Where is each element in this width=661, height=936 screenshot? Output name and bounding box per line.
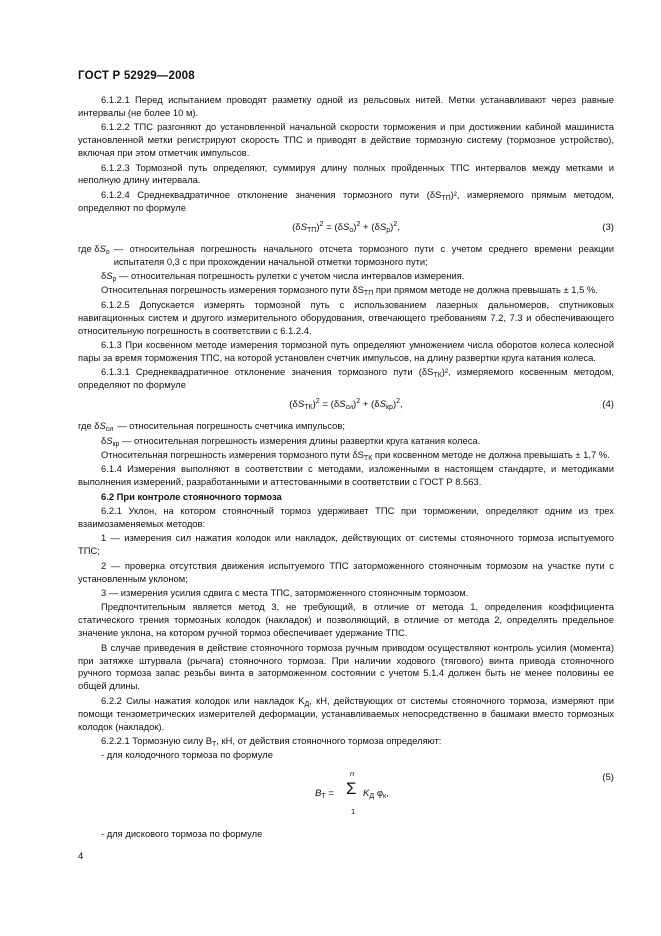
formula-5-lhs: $B_Т$ = (315, 788, 334, 801)
definition-delta-ssi: где $\delta S_{си}$ — относительная погрешность счетчика импульсов; (78, 420, 345, 434)
formula-5-number: (5) (602, 772, 614, 784)
paragraph-6-1-4: 6.1.4 Измерения выполняют в соответствии с методами, изложенными в настоящем стандарте, и методиками выполнения измерений, разработанными и аттестованными в соответствии с ГОСТ Р 8.563. (78, 463, 614, 488)
page-number: 4 (78, 851, 84, 862)
formula-4-number: (4) (602, 399, 614, 411)
definition-delta-sp: $\delta S_р$ — относительная погрешность рулетки с учетом числа интервалов измерения. (101, 269, 465, 283)
shoe-brake-label: - для колодочного тормоза по формуле (101, 749, 273, 761)
paragraph-6-1-3-1: 6.1.3.1 Среднеквадратичное отклонение значения тормозного пути $(\delta S_{ТК})^2$, измеряемого косвенным методом, определяют по формуле (78, 366, 614, 391)
formula-5-lower-limit: 1 (351, 807, 356, 817)
paragraph-6-2-2-1: 6.2.2.1 Тормозную силу $B_Т$, кН, от действия стояночного тормоза определяют: (101, 734, 442, 748)
formula-3-number: (3) (602, 221, 614, 233)
paragraph-6-1-2-5: 6.1.2.5 Допускается измерять тормозной путь с использованием лазерных дальномеров, спутниковых навигационных систем и другого измерительного оборудования, отвечающего требованиям 7.2, 7.3 и обеспечивающего относительную погрешность в соответствии с 6.1.2.4. (78, 298, 614, 336)
page-header: ГОСТ Р 52929—2008 (78, 70, 195, 82)
formula-4 (78, 395, 614, 417)
section-heading-6-2: 6.2 При контроле стояночного тормоза (101, 490, 282, 502)
page-content (78, 94, 614, 843)
paragraph-6-1-3: 6.1.3 При косвенном методе измерения тормозной путь определяют умножением числа оборотов колеса колесной пары за время торможения ТПС, на которой установлен счетчик импульсов, на длину развертки круга катания колеса. (78, 339, 614, 363)
formula-5 (78, 766, 614, 822)
paragraph-6-1-2-3: 6.1.2.3 Тормозной путь определяют, суммируя длину полных пройденных ТПС интервалов между метками и неполную длину интервала. (78, 161, 614, 186)
method-2: 2 — проверка отсутствия движения испытуемого ТПС заторможенного стояночным тормозом на участке пути с установленным уклоном; (78, 559, 614, 584)
formula-5-sigma: Σ (346, 779, 357, 799)
paragraph-6-1-2-1: 6.1.2.1 Перед испытанием проводят разметку одной из рельсовых нитей. Метки устанавливают через равные интервалы (не более 10 м). (78, 94, 614, 118)
method-3: 3 — измерения усилия сдвига с места ТПС, заторможенного стояночным тормозом. (101, 587, 469, 598)
paragraph-manual-drive: В случае приведения в действие стояночного тормоза ручным приводом осуществляют контроль усилия (момента) при затяжке штурвала (рычага) стояночного тормоза. При наличии ходового (тягового) винта привода стояночного ручного тормоза запас резьбы винта в заторможенном состоянии с учетом 5.1.4 должен быть не менее половины ее общей длины. (78, 641, 614, 692)
tolerance-direct: Относительная погрешность измерения тормозного пути $\delta S_{ТП}$ при прямом методе не должна превышать ± 1,5 %. (101, 284, 598, 298)
paragraph-6-2-2: 6.2.2 Силы нажатия колодок или накладок $K_Д$, кН, действующих от системы стояночного тормоза, измеряют при помощи тензометрических измерителей деформации, устанавливаемых непосредственно в башмаки вместо тормозных колодок (накладок). (78, 694, 614, 732)
paragraph-preferred-method: Предпочтительным является метод 3, не требующий, в отличие от метода 1, определения коэффициента статического трения тормозных колодок (накладок) и позволяющий, в отличие от метода 2, определять предельное значение уклона, на котором ручной тормоз обеспечивает удержание ТПС. (78, 601, 614, 639)
paragraph-6-2-1: 6.2.1 Уклон, на котором стояночный тормоз удерживает ТПС при торможении, определяют одним из трех взаимозаменяемых методов: (78, 505, 614, 529)
formula-5-upper-limit: n (350, 769, 355, 779)
disc-brake-label: - для дискового тормоза по формуле (101, 828, 263, 840)
definition-delta-skr: $\delta S_{кр}$ — относительная погрешность измерения длины развертки круга катания колеса. (101, 434, 481, 448)
method-1: 1 — измерения сил нажатия колодок или накладок, действующих от системы стояночного тормоза испытуемого ТПС; (78, 532, 614, 557)
formula-4-expression: $(\delta S_{ТК})^2 = (\delta S_{си})^2 + (\delta S_{кр})^2$, (289, 398, 403, 412)
paragraph-6-1-2-2: 6.1.2.2 ТПС разгоняют до установленной начальной скорости торможения и при достижении кабиной машиниста установленной метки регистрируют скорость ТПС и приводят в действие тормозную систему (тормозное устройство), включая при этом отметчик импульсов. (78, 121, 614, 159)
formula-3-expression: $(\delta S_{ТП})^2 = (\delta S_о)^2 + (\delta S_р)^2$, (292, 220, 400, 234)
formula-5-rhs: $K_Д$ $\varphi_к$, (363, 788, 389, 801)
paragraph-6-1-2-4: 6.1.2.4 Среднеквадратичное отклонение значения тормозного пути $(\delta S_{ТП})^2$, измеряемого прямым методом, определяют по формуле (78, 188, 615, 213)
definition-delta-so: где $\delta S_о$ — относительная погрешность начального отсчета тормозного пути с учетом среднего времени реакции испытателя 0,3 с при прохождении начальной отметки тормозного пути; (78, 242, 614, 267)
tolerance-indirect: Относительная погрешность измерения тормозного пути $\delta S_{ТК}$ при косвенном методе не должна превышать ± 1,7 %. (101, 448, 610, 462)
formula-3 (78, 218, 614, 240)
